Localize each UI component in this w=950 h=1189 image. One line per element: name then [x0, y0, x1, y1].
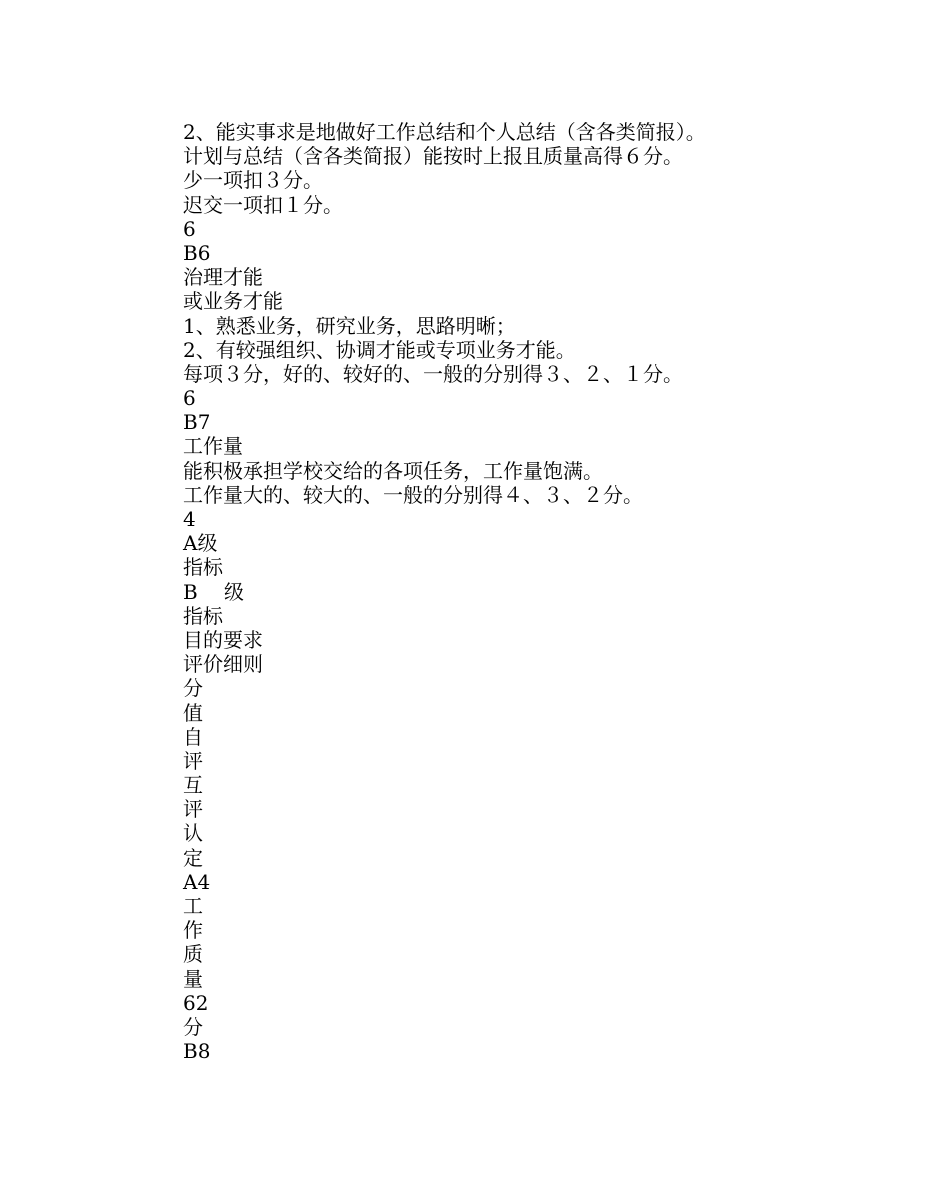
text-line: 6: [183, 216, 196, 241]
text-line: 作: [183, 918, 203, 943]
text-line: 4: [183, 507, 196, 531]
text-line: 互: [183, 773, 203, 798]
text-line: 值: [183, 700, 203, 725]
text-line: 62: [183, 990, 209, 1015]
text-line: 少一项扣３分。: [183, 168, 323, 193]
document-body: [183, 120, 903, 1063]
text-line: 评价细则: [183, 652, 263, 677]
text-line: 目的要求: [183, 627, 263, 652]
text-line: B 级: [183, 579, 245, 604]
text-line: 迟交一项扣１分。: [183, 192, 343, 217]
text-line: A4: [183, 869, 211, 894]
text-line: 能积极承担学校交给的各项任务，工作量饱满。: [183, 458, 603, 483]
text-line: 1、熟悉业务，研究业务，思路明晰；: [183, 313, 516, 338]
text-line: 评: [183, 748, 203, 773]
text-line: 2、有较强组织、协调才能或专项业务才能。: [183, 337, 576, 362]
text-line: 指标: [183, 555, 223, 580]
text-line: 每项３分，好的、较好的、一般的分别得３、２、１分。: [183, 361, 683, 386]
text-line: 分: [183, 676, 203, 701]
text-line: 质: [183, 942, 203, 967]
text-line: 治理才能: [183, 265, 263, 290]
text-line: B6: [183, 240, 211, 265]
text-line: 自: [183, 724, 203, 749]
text-line: 评: [183, 797, 203, 822]
text-line: 量: [183, 966, 203, 991]
text-line: 计划与总结（含各类简报）能按时上报且质量高得６分。: [183, 144, 683, 169]
text-line: 认: [183, 821, 203, 846]
text-line: A级: [183, 531, 218, 556]
text-line: 工作量大的、较大的、一般的分别得４、３、２分。: [183, 482, 643, 507]
text-line: 或业务才能: [183, 289, 283, 314]
text-line: 工作量: [183, 434, 243, 459]
text-line: 分: [183, 1014, 203, 1039]
text-line: 工: [183, 894, 203, 918]
text-line: 定: [183, 845, 203, 870]
text-line: 指标: [183, 603, 223, 628]
text-line: 2、能实事求是地做好工作总结和个人总结（含各类简报）。: [183, 120, 706, 144]
text-line: B8: [183, 1039, 211, 1064]
text-line: B7: [183, 410, 211, 435]
text-line: 6: [183, 386, 196, 411]
